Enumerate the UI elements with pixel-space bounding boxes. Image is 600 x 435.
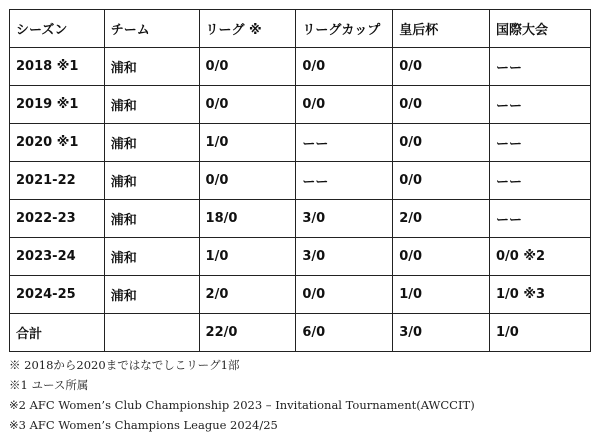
cell-season: 2024-25 xyxy=(10,276,105,314)
cell-league: 0/0 xyxy=(199,48,296,86)
cell-season: 2020 ※1 xyxy=(10,124,105,162)
cell-league-cup: 0/0 xyxy=(296,276,393,314)
cell-league: 22/0 xyxy=(199,314,296,352)
cell-league: 0/0 xyxy=(199,162,296,200)
cell-empress-cup: 0/0 xyxy=(393,238,490,276)
cell-season: 2023-24 xyxy=(10,238,105,276)
table-row xyxy=(10,48,591,86)
cell-league: 2/0 xyxy=(199,276,296,314)
cell-empress-cup: 0/0 xyxy=(393,86,490,124)
cell-league-cup: ーー xyxy=(296,162,393,200)
table-header-row xyxy=(10,10,591,48)
cell-league: 1/0 xyxy=(199,124,296,162)
cell-season: 2021-22 xyxy=(10,162,105,200)
footnote-youth: ※1 ユース所属 xyxy=(9,378,89,392)
cell-empress-cup: 3/0 xyxy=(393,314,490,352)
table-row xyxy=(10,200,591,238)
cell-international: ーー xyxy=(490,86,591,124)
cell-league-cup: 3/0 xyxy=(296,200,393,238)
cell-league-cup: 0/0 xyxy=(296,48,393,86)
stats-document xyxy=(9,9,591,435)
header-league: リーグ ※ xyxy=(199,10,296,48)
table-row xyxy=(10,124,591,162)
cell-season: 2022-23 xyxy=(10,200,105,238)
cell-league-cup: 3/0 xyxy=(296,238,393,276)
cell-international: 1/0 xyxy=(490,314,591,352)
cell-league: 0/0 xyxy=(199,86,296,124)
header-international: 国際大会 xyxy=(490,10,591,48)
cell-team: 浦和 xyxy=(104,48,199,86)
cell-season: 2019 ※1 xyxy=(10,86,105,124)
cell-empress-cup: 0/0 xyxy=(393,124,490,162)
cell-team: 浦和 xyxy=(104,162,199,200)
table-row-total xyxy=(10,314,591,352)
cell-league-cup: 0/0 xyxy=(296,86,393,124)
footnote-acl: ※3 AFC Women’s Champions League 2024/25 xyxy=(9,418,278,432)
table-row xyxy=(10,162,591,200)
cell-league: 1/0 xyxy=(199,238,296,276)
footnote-league: ※ 2018から2020まではなでしこリーグ1部 xyxy=(9,358,240,372)
cell-international: ーー xyxy=(490,200,591,238)
cell-empress-cup: 0/0 xyxy=(393,162,490,200)
stats-table xyxy=(9,9,591,352)
cell-season: 2018 ※1 xyxy=(10,48,105,86)
cell-team xyxy=(104,314,199,352)
header-empress-cup: 皇后杯 xyxy=(393,10,490,48)
header-league-cup: リーグカップ xyxy=(296,10,393,48)
cell-league: 18/0 xyxy=(199,200,296,238)
cell-team: 浦和 xyxy=(104,276,199,314)
cell-team: 浦和 xyxy=(104,238,199,276)
cell-empress-cup: 1/0 xyxy=(393,276,490,314)
footnote-awccit: ※2 AFC Women’s Club Championship 2023 – Invitational Tournament(AWCCIT) xyxy=(9,398,475,412)
cell-international: 0/0 ※2 xyxy=(490,238,591,276)
table-row xyxy=(10,86,591,124)
cell-international: ーー xyxy=(490,48,591,86)
header-season: シーズン xyxy=(10,10,105,48)
cell-total-label: 合計 xyxy=(10,314,105,352)
cell-empress-cup: 0/0 xyxy=(393,48,490,86)
cell-league-cup: ーー xyxy=(296,124,393,162)
table-row xyxy=(10,238,591,276)
cell-league-cup: 6/0 xyxy=(296,314,393,352)
cell-team: 浦和 xyxy=(104,86,199,124)
cell-international: ーー xyxy=(490,162,591,200)
cell-empress-cup: 2/0 xyxy=(393,200,490,238)
cell-international: ーー xyxy=(490,124,591,162)
footnotes xyxy=(9,355,591,435)
cell-international: 1/0 ※3 xyxy=(490,276,591,314)
cell-team: 浦和 xyxy=(104,124,199,162)
table-row xyxy=(10,276,591,314)
header-team: チーム xyxy=(104,10,199,48)
cell-team: 浦和 xyxy=(104,200,199,238)
